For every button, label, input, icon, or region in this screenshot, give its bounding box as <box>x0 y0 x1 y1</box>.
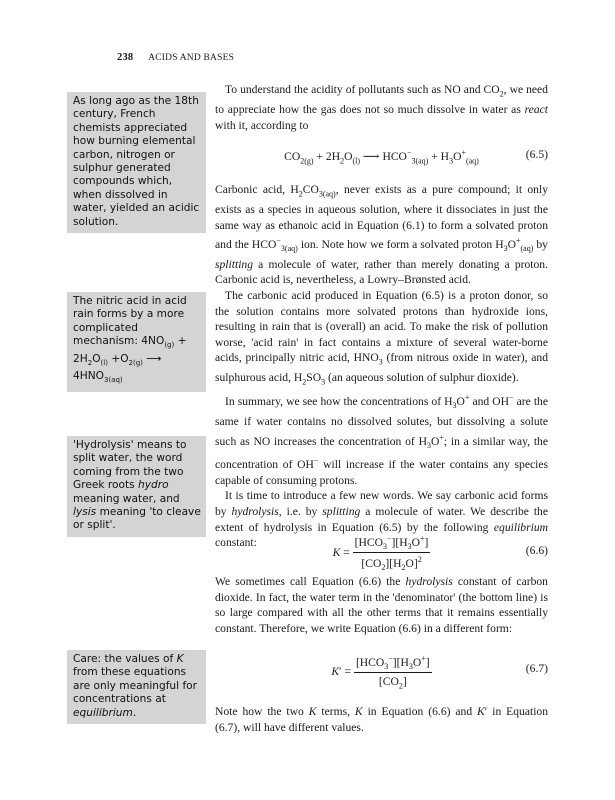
body-paragraph: We sometimes call Equation (6.6) the hydrolysis constant of carbon dioxide. In fact, the water term in the 'denominator' (the bottom line) is so large compared with all the other terms that it remains essentially constant. Therefore, we write Equation (6.6) in a different form: <box>215 575 548 635</box>
margin-note-nitric-acid <box>67 292 206 392</box>
margin-note-text: As long ago as the 18th century, French chemists appreciated how burning elemental carbon, nitrogen or sulphur generated compounds which, when dissolved in water, yielded an acidic solution. <box>73 95 200 228</box>
equation-6-7 <box>215 654 548 690</box>
body-paragraph: The carbonic acid produced in Equation (6.5) is a proton donor, so the solution contains more solvated protons than hydroxide ions, resulting in rain that is (overall) an acid. To make the risk of pollution worse, 'acid rain' in fact contains a mixture of several water-borne acids, principally nitric acid, $HNO_3$ (from nitrous oxide in water), and sulphurous acid, $H_2SO_3$ (an aqueous solution of sulphur dioxide). <box>215 289 548 387</box>
running-header <box>117 52 234 63</box>
margin-note-hydrolysis <box>67 436 206 537</box>
margin-note-text: 'Hydrolysis' means to split water, the word coming from the two Greek roots hydro meaning water, and lysis meaning 'to cleave or split'. <box>73 439 201 532</box>
body-paragraph: Note how the two K terms, K in Equation (6.6) and K′ in Equation (6.7), will have different values. <box>215 705 549 734</box>
equation-number: (6.7) <box>525 662 548 675</box>
running-head-title: ACIDS AND BASES <box>148 53 235 63</box>
page-number: 238 <box>117 52 134 63</box>
margin-note-text: The nitric acid in acid rain forms by a more complicated mechanism: $4NO_{(g)} + 2H_2O_{(l)} +O_{2(g)}$ ⟶ $4HNO_{3(aq)}$ <box>73 295 187 385</box>
margin-note-history <box>67 92 206 233</box>
paragraph-hydrolysis-constant <box>215 574 548 636</box>
paragraph-carbonic-acid <box>215 182 548 551</box>
equation-expression: $CO_{2(g)} + 2H_2O_{(l)}$ ⟶ $HCO^-_{3(aq)} + H_3O^+_{(aq)}$ <box>284 148 479 166</box>
paragraph-intro <box>215 82 548 133</box>
paragraph-closing <box>215 704 548 735</box>
fraction-equation: K′ = $\frac{[HCO_3^-][H_3O^+]}{[CO_2]}$ <box>331 654 430 691</box>
margin-note-text: Care: the values of K from these equations are only meaningful for concentrations at equilibrium. <box>73 653 198 719</box>
body-paragraph: To understand the acidity of pollutants such as NO and $CO_2$, we need to appreciate how the gas does not so much dissolve in water as react with it, according to <box>215 83 548 132</box>
equation-6-5 <box>215 148 548 165</box>
equation-expression <box>215 534 548 572</box>
equation-6-6 <box>215 534 548 572</box>
body-paragraph: In summary, we see how the concentrations of $H_3O^+$ and OH− are the same if water contains no dissolved solutes, but dissolving a solute such as NO increases the concentration of $H_3O^+$; in a similar way, the concentration of OH− will increase if the water contains any species capable of consuming protons. <box>215 393 548 487</box>
margin-note-care <box>67 650 206 724</box>
body-paragraph: It is time to introduce a few new words. We say carbonic acid forms by hydrolysis, i.e. by splitting a molecule of water. We describe the extent of hydrolysis in Equation (6.5) by the following equilibrium constant: <box>215 489 548 550</box>
equation-number: (6.6) <box>525 544 548 557</box>
equation-number: (6.5) <box>525 148 548 161</box>
fraction-equation: K = $\frac{[HCO_3^-][H_3O^+]}{[CO_2][H_2O]^2}$ <box>332 534 429 573</box>
equation-expression <box>215 654 548 690</box>
body-paragraph: Carbonic acid, $H_2CO_{3(aq)}$, never exists as a pure compound; it only exists as a species in aqueous solution, where it dissociates in just the same way as ethanoic acid in Equation (6.1) to form a solvated proton and the $HCO^-_{3(aq)}$ ion. Note how we form a solvated proton $H_3O^+_{(aq)}$ by splitting a molecule of water, rather than merely donating a proton. Carbonic acid is, nevertheless, a Lowry–Brønsted acid. <box>215 183 548 287</box>
